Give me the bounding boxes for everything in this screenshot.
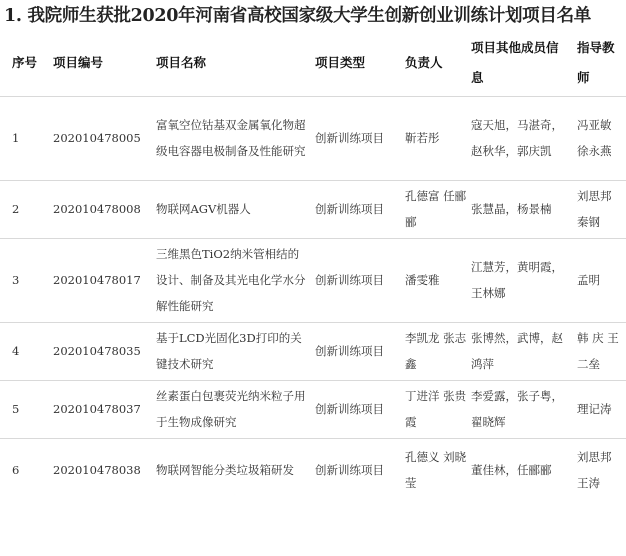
cell-seq: 2 [0,180,50,238]
cell-members: 江慧芳，黄明霞，王林娜 [467,238,571,322]
cell-advisor: 刘思邦 王涛 [571,438,626,502]
cell-name: 物联网AGV机器人 [148,180,311,238]
cell-type: 创新训练项目 [311,238,400,322]
cell-members: 张博然，武博，赵鸿萍 [467,322,571,380]
page-title: 1. 我院师生获批2020年河南省高校国家级大学生创新创业训练计划项目名单 [4,6,591,26]
cell-advisor: 韩 庆 王二垒 [571,322,626,380]
cell-seq: 6 [0,438,50,502]
table-row [0,438,626,502]
header-members: 项目其他成员信息 [471,39,559,85]
header-type: 项目类型 [315,54,366,70]
cell-members: 董佳林，任郦郦 [467,438,571,502]
cell-leader: 靳若彤 [400,96,467,180]
project-table [0,30,626,502]
cell-type: 创新训练项目 [311,380,400,438]
header-advisor: 指导教师 [577,39,615,85]
cell-leader: 李凯龙 张志鑫 [400,322,467,380]
cell-advisor: 理记涛 [571,380,626,438]
cell-seq: 5 [0,380,50,438]
table-row [0,238,626,322]
cell-code: 202010478035 [50,322,148,380]
table-row [0,380,626,438]
cell-leader: 丁进洋 张贵霞 [400,380,467,438]
cell-type: 创新训练项目 [311,438,400,502]
cell-advisor: 孟明 [571,238,626,322]
cell-code: 202010478038 [50,438,148,502]
cell-code: 202010478005 [50,96,148,180]
header-name: 项目名称 [156,54,207,70]
cell-members: 张慧晶，杨景楠 [467,180,571,238]
cell-type: 创新训练项目 [311,180,400,238]
cell-type: 创新训练项目 [311,96,400,180]
cell-code: 202010478008 [50,180,148,238]
cell-name: 富氧空位钴基双金属氧化物超级电容器电极制备及性能研究 [148,96,311,180]
cell-code: 202010478037 [50,380,148,438]
cell-name: 物联网智能分类垃圾箱研发 [148,438,311,502]
cell-members: 寇天旭，马湛奇，赵秋华，郭庆凯 [467,96,571,180]
cell-advisor: 冯亚敏 徐永燕 [571,96,626,180]
cell-name: 丝素蛋白包裹荧光纳米粒子用于生物成像研究 [148,380,311,438]
cell-advisor: 刘思邦 秦钢 [571,180,626,238]
cell-leader: 孔德富 任郦郦 [400,180,467,238]
cell-members: 李爱露，张子粤，翟晓辉 [467,380,571,438]
table-header-row [0,30,626,96]
table-row [0,180,626,238]
cell-name: 基于LCD光固化3D打印的关键技术研究 [148,322,311,380]
cell-code: 202010478017 [50,238,148,322]
table-row [0,322,626,380]
header-seq: 序号 [12,54,38,70]
cell-seq: 3 [0,238,50,322]
cell-seq: 4 [0,322,50,380]
cell-seq: 1 [0,96,50,180]
cell-name: 三维黑色TiO2纳米管相结的设计、制备及其光电化学水分解性能研究 [148,238,311,322]
cell-leader: 孔德义 刘晓莹 [400,438,467,502]
header-code: 项目编号 [53,54,104,70]
cell-leader: 潘雯雅 [400,238,467,322]
table-row [0,96,626,180]
cell-type: 创新训练项目 [311,322,400,380]
header-leader: 负责人 [405,54,443,70]
